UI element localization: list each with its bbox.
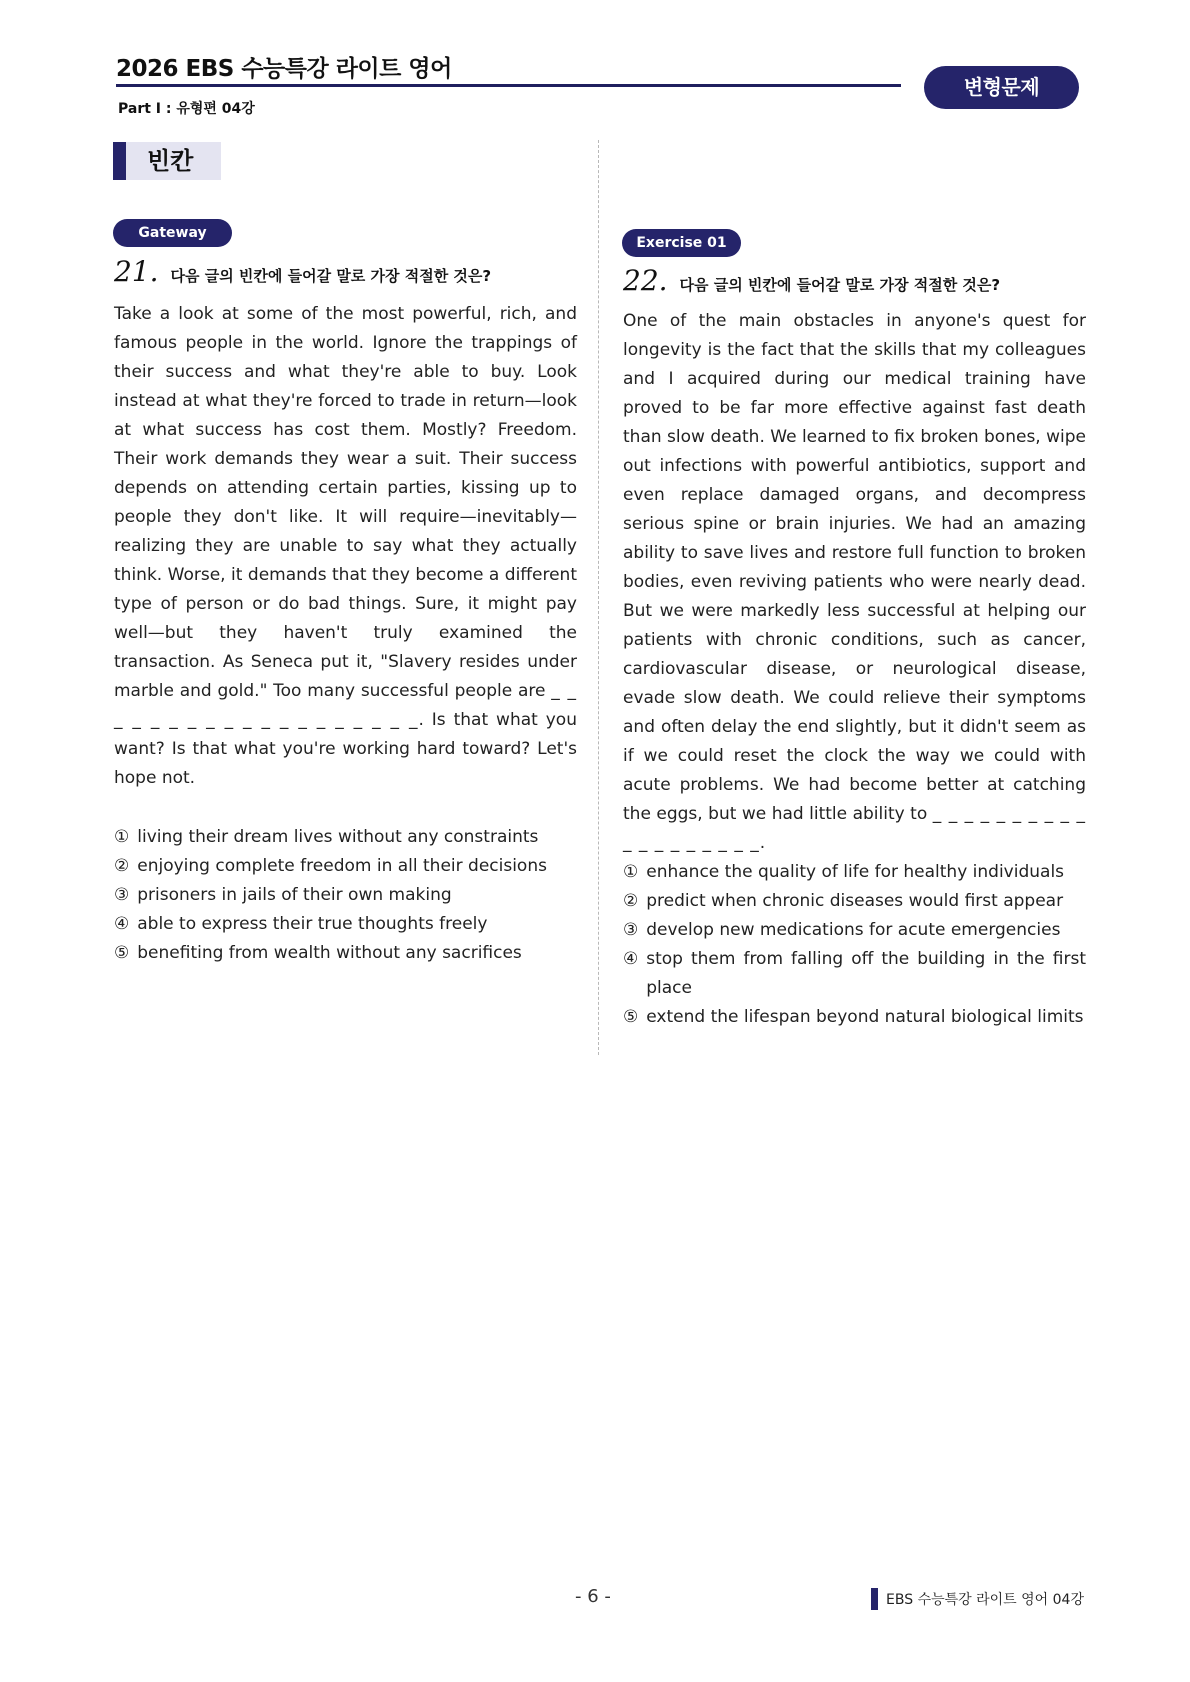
option-number: ③ (623, 920, 639, 940)
answer-blank: _ _ _ _ _ _ _ _ _ _ _ _ _ _ _ _ _ _ _ (114, 681, 578, 730)
question-21-heading (114, 255, 491, 288)
page-number: - 6 - (575, 1586, 611, 1607)
section-header (113, 142, 221, 180)
option-1[interactable] (114, 823, 577, 852)
footer-accent-bar (871, 1588, 878, 1610)
option-text: enjoying complete freedom in all their decisions (137, 856, 547, 876)
option-number: ① (114, 827, 130, 847)
section-accent-bar (113, 142, 126, 180)
document-subtitle: Part Ⅰ : 유형편 04강 (118, 101, 255, 117)
question-instruction: 다음 글의 빈칸에 들어갈 말로 가장 적절한 것은? (679, 276, 1001, 294)
header-rule (116, 84, 901, 87)
option-text: develop new medications for acute emergencies (646, 920, 1061, 940)
option-text: living their dream lives without any constraints (137, 827, 539, 847)
option-text: predict when chronic diseases would first appear (646, 891, 1064, 911)
passage-text: Take a look at some of the most powerful, rich, and famous people in the world. Ignore the trappings of their success and what they're able to buy. Look instead at what they're forced to trade in return—look at what success has cost them. Mostly? Freedom. Their work demands they wear a suit. Their success depends on attending certain parties, kissing up to people they don't like. It will require—inevitably—realizing they are unable to say what they actually think. Worse, it demands that they become a different type of person or do bad things. Sure, it might pay well—but they haven't truly examined the transaction. As Seneca put it, "Slavery resides under marble and gold." Too many successful people are (114, 304, 577, 701)
footer-label (871, 1588, 1084, 1610)
section-label: 빈칸 (147, 147, 194, 175)
option-number: ① (623, 862, 639, 882)
option-number: ③ (114, 885, 130, 905)
option-2[interactable] (623, 887, 1086, 916)
question-22-heading (623, 264, 1000, 297)
answer-blank: _ _ _ _ _ _ _ _ _ _ _ _ _ _ _ _ _ _ _ (623, 804, 1087, 853)
option-text: benefiting from wealth without any sacrifices (137, 943, 522, 963)
option-text: stop them from falling off the building in the first place (646, 949, 1086, 998)
option-text: able to express their true thoughts freely (137, 914, 488, 934)
footer-text: EBS 수능특강 라이트 영어 04강 (886, 1592, 1084, 1608)
column-divider (598, 140, 599, 1055)
question-22-passage (623, 307, 1086, 858)
option-4[interactable] (114, 910, 577, 939)
option-number: ② (623, 891, 639, 911)
question-number: 22. (623, 264, 668, 297)
option-text: prisoners in jails of their own making (137, 885, 452, 905)
variant-badge: 변형문제 (924, 66, 1079, 109)
gateway-pill: Gateway (113, 219, 232, 247)
option-1[interactable] (623, 858, 1086, 887)
passage-text-end: . Is that what you want? Is that what you're working hard toward? Let's hope not. (114, 710, 577, 788)
option-3[interactable] (623, 916, 1086, 945)
question-22-options (623, 858, 1086, 1032)
option-number: ④ (623, 949, 639, 969)
option-number: ② (114, 856, 130, 876)
option-number: ⑤ (114, 943, 130, 963)
option-5[interactable] (623, 1003, 1086, 1032)
question-21-options (114, 823, 577, 968)
option-3[interactable] (114, 881, 577, 910)
option-5[interactable] (114, 939, 577, 968)
question-instruction: 다음 글의 빈칸에 들어갈 말로 가장 적절한 것은? (170, 267, 492, 285)
question-number: 21. (114, 255, 159, 288)
option-text: extend the lifespan beyond natural biological limits (646, 1007, 1084, 1027)
passage-text: One of the main obstacles in anyone's quest for longevity is the fact that the skills that my colleagues and I acquired during our medical training have proved to be far more effective against fast death than slow death. We learned to fix broken bones, wipe out infections with powerful antibiotics, support and even replace damaged organs, and decompress serious spine or brain injuries. We had an amazing ability to save lives and restore full function to broken bodies, even reviving patients who were nearly dead. But we were markedly less successful at helping our patients with chronic conditions, such as cancer, cardiovascular disease, or neurological disease, evade slow death. We could relieve their symptoms and often delay the end slightly, but it didn't seem as if we could reset the clock the way we could with acute problems. We had become better at catching the eggs, but we had little ability to (623, 311, 1086, 824)
option-number: ④ (114, 914, 130, 934)
exercise-pill: Exercise 01 (622, 229, 741, 257)
passage-text-end: . (759, 833, 766, 853)
option-4[interactable] (623, 945, 1086, 1003)
option-number: ⑤ (623, 1007, 639, 1027)
question-21-passage (114, 300, 577, 793)
option-2[interactable] (114, 852, 577, 881)
option-text: enhance the quality of life for healthy individuals (646, 862, 1065, 882)
document-title: 2026 EBS 수능특강 라이트 영어 (116, 56, 452, 82)
